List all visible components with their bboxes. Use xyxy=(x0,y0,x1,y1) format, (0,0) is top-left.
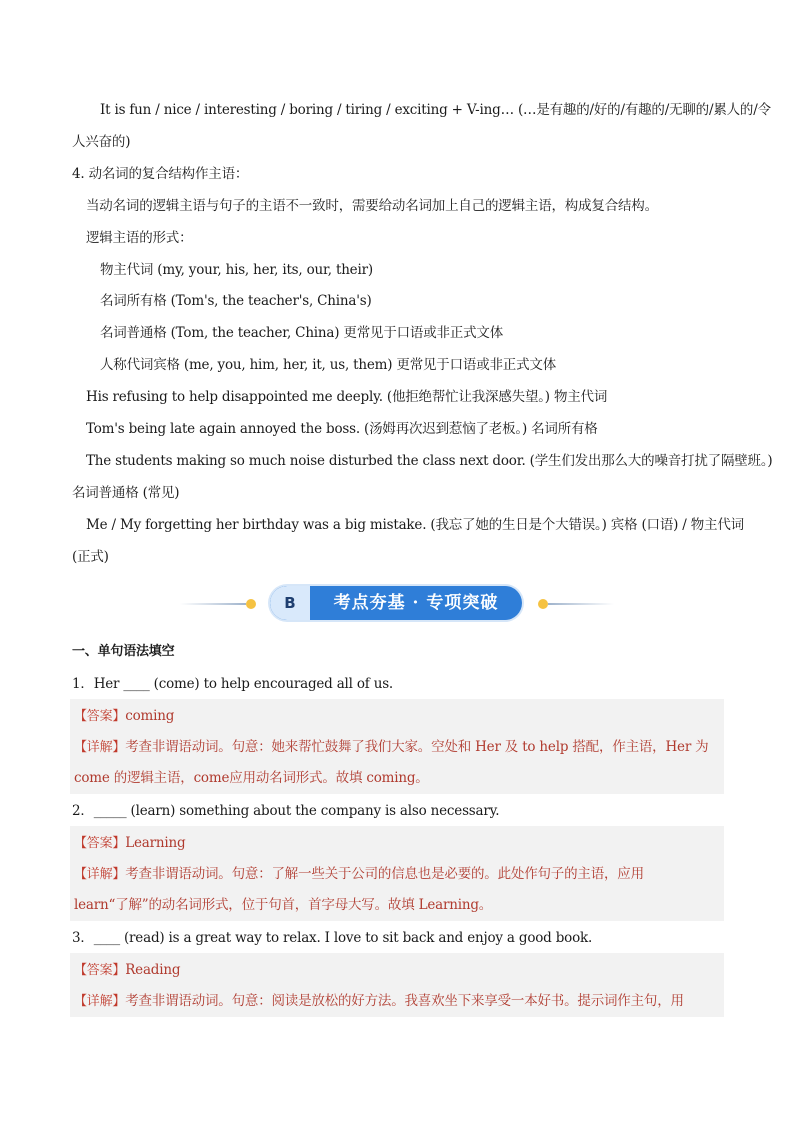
example-sentence: Me / My forgetting her birthday was a big mistake. (我忘了她的生日是个大错误。) 宾格 (口语) / 物主代词 xyxy=(86,517,744,533)
question: 1．Her ____ (come) to help encouraged all of us. xyxy=(72,676,394,692)
example-sentence-continued: (正式) xyxy=(72,549,109,565)
banner-divider-right xyxy=(548,603,614,605)
forms-label: 逻辑主语的形式： xyxy=(86,230,193,246)
answer-line xyxy=(74,833,720,854)
detail-line xyxy=(74,991,720,1012)
answer-tag: 【答案】 xyxy=(74,963,126,978)
detail-tag: 【详解】 xyxy=(74,867,126,882)
answer-line xyxy=(74,960,720,981)
question: 2．_____ (learn) something about the company is also necessary. xyxy=(72,803,500,819)
detail-text: 考查非谓语动词。句意：她来帮忙鼓舞了我们大家。空处和 Her 及 to help 搭配，作主语，Her 为 xyxy=(125,739,709,755)
detail-text: 考查非谓语动词。句意：阅读是放松的好方法。我喜欢坐下来享受一本好书。提示词作主句，用 xyxy=(125,993,684,1009)
example-sentence: Tom's being late again annoyed the boss. (汤姆再次迟到惹恼了老板。) 名词所有格 xyxy=(86,421,598,437)
banner-divider-left xyxy=(180,603,246,605)
section-banner xyxy=(172,584,622,624)
form-item: 名词所有格 (Tom's, the teacher's, China's) xyxy=(100,293,372,309)
example-sentence: The students making so much noise disturbed the class next door. (学生们发出那么大的噪音打扰了隔壁班。) xyxy=(86,453,773,469)
form-item: 物主代词 (my, your, his, her, its, our, their) xyxy=(100,262,373,278)
example-sentence: His refusing to help disappointed me deeply. (他拒绝帮忙让我深感失望。) 物主代词 xyxy=(86,389,608,405)
answer-text: Learning xyxy=(125,835,186,851)
banner-dot-right xyxy=(538,599,548,609)
banner-pill xyxy=(270,586,522,620)
answer-line xyxy=(74,706,720,727)
note-line: It is fun / nice / interesting / boring / tiring / exciting + V-ing… (…是有趣的/好的/有趣的/无聊的/累人的/令 xyxy=(100,102,771,118)
point-4-title: 4. 动名词的复合结构作主语： xyxy=(72,166,249,182)
point-4-description: 当动名词的逻辑主语与句子的主语不一致时，需要给动名词加上自己的逻辑主语，构成复合结构。 xyxy=(86,198,658,214)
detail-line xyxy=(74,864,720,885)
question: 3．____ (read) is a great way to relax. I love to sit back and enjoy a good book. xyxy=(72,930,593,946)
note-line-continued: 人兴奋的) xyxy=(72,134,131,150)
banner-dot-left xyxy=(246,599,256,609)
example-sentence-continued: 名词普通格 (常见) xyxy=(72,485,180,501)
detail-tag: 【详解】 xyxy=(74,994,126,1009)
banner-badge: B xyxy=(270,586,310,620)
answer-text: coming xyxy=(125,708,175,724)
answer-text: Reading xyxy=(125,962,181,978)
detail-line-continued: come 的逻辑主语，come应用动名词形式。故填 coming。 xyxy=(74,770,429,786)
section-title: 一、单句语法填空 xyxy=(72,644,175,659)
detail-text: 考查非谓语动词。句意：了解一些关于公司的信息也是必要的。此处作句子的主语，应用 xyxy=(125,866,644,882)
form-item: 名词普通格 (Tom, the teacher, China) 更常见于口语或非正式文体 xyxy=(100,325,504,341)
detail-line xyxy=(74,737,720,758)
answer-tag: 【答案】 xyxy=(74,709,126,724)
banner-title: 考点夯基 · 专项突破 xyxy=(333,593,499,613)
answer-tag: 【答案】 xyxy=(74,836,126,851)
detail-line-continued: learn“了解”的动名词形式，位于句首，首字母大写。故填 Learning。 xyxy=(74,897,493,913)
form-item: 人称代词宾格 (me, you, him, her, it, us, them) 更常见于口语或非正式文体 xyxy=(100,357,556,373)
detail-tag: 【详解】 xyxy=(74,740,126,755)
